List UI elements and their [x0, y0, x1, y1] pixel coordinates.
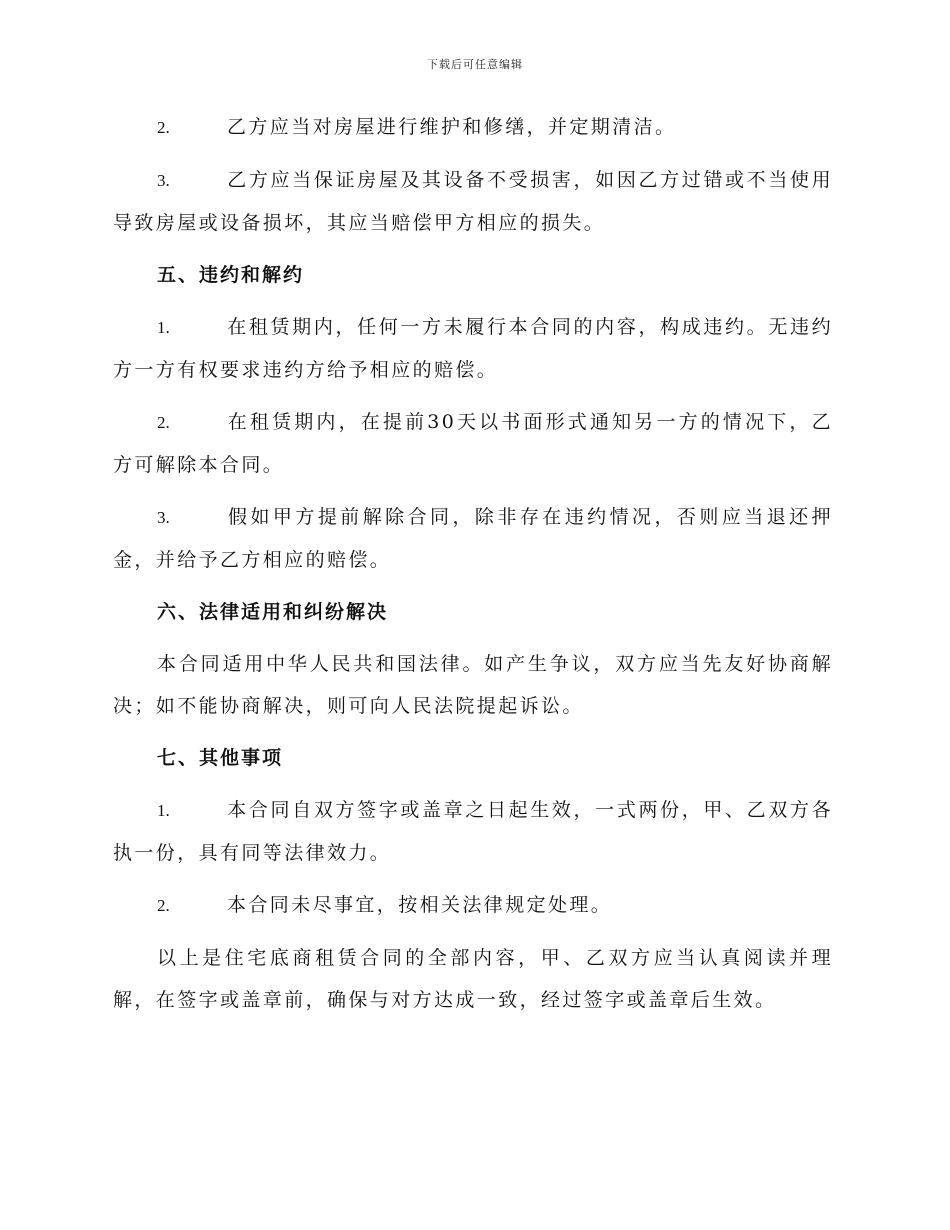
- section-heading-other: 七、其他事项: [157, 747, 284, 769]
- item-text: 乙方应当对房屋进行维护和修缮，并定期清洁。: [227, 116, 677, 138]
- section-heading-law: 六、法律适用和纠纷解决: [157, 601, 389, 623]
- closing-paragraph: 以上是住宅底商租赁合同的全部内容，甲、乙双方应当认真阅读并理解，在签字或盖章前，确保与对方达成一致，经过签字或盖章后生效。: [113, 947, 833, 1011]
- item-text: 在租赁期内，任何一方未履行本合同的内容，构成违约。无违约方一方有权要求违约方给予相应的赔偿。: [113, 316, 833, 381]
- list-item: [113, 884, 833, 927]
- item-number: 3.: [157, 171, 170, 190]
- section-paragraph: 本合同适用中华人民共和国法律。如产生争议，双方应当先友好协商解决；如不能协商解决，则可向人民法院提起诉讼。: [113, 653, 833, 717]
- item-number: 2.: [157, 118, 170, 137]
- list-item: [113, 496, 833, 581]
- document-body: [113, 106, 833, 1031]
- list-item: [113, 789, 833, 874]
- item-number: 1.: [157, 801, 170, 820]
- item-number: 2.: [157, 896, 170, 915]
- page-header: 下载后可任意编辑: [427, 58, 523, 71]
- item-text: 在租赁期内，在提前30天以书面形式通知另一方的情况下，乙方可解除本合同。: [113, 411, 833, 476]
- item-text: 本合同自双方签字或盖章之日起生效，一式两份，甲、乙双方各执一份，具有同等法律效力。: [113, 799, 833, 864]
- list-item: [113, 401, 833, 486]
- item-number: 3.: [157, 508, 170, 527]
- section-heading-breach: 五、违约和解约: [157, 264, 305, 286]
- list-item: [113, 306, 833, 391]
- item-text: 乙方应当保证房屋及其设备不受损害，如因乙方过错或不当使用导致房屋或设备损坏，其应当赔偿甲方相应的损失。: [113, 169, 833, 234]
- item-text: 本合同未尽事宜，按相关法律规定处理。: [227, 894, 613, 916]
- item-text: 假如甲方提前解除合同，除非存在违约情况，否则应当退还押金，并给予乙方相应的赔偿。: [113, 506, 833, 571]
- list-item: [113, 159, 833, 244]
- item-number: 2.: [157, 413, 170, 432]
- list-item: [113, 106, 833, 149]
- item-number: 1.: [157, 318, 170, 337]
